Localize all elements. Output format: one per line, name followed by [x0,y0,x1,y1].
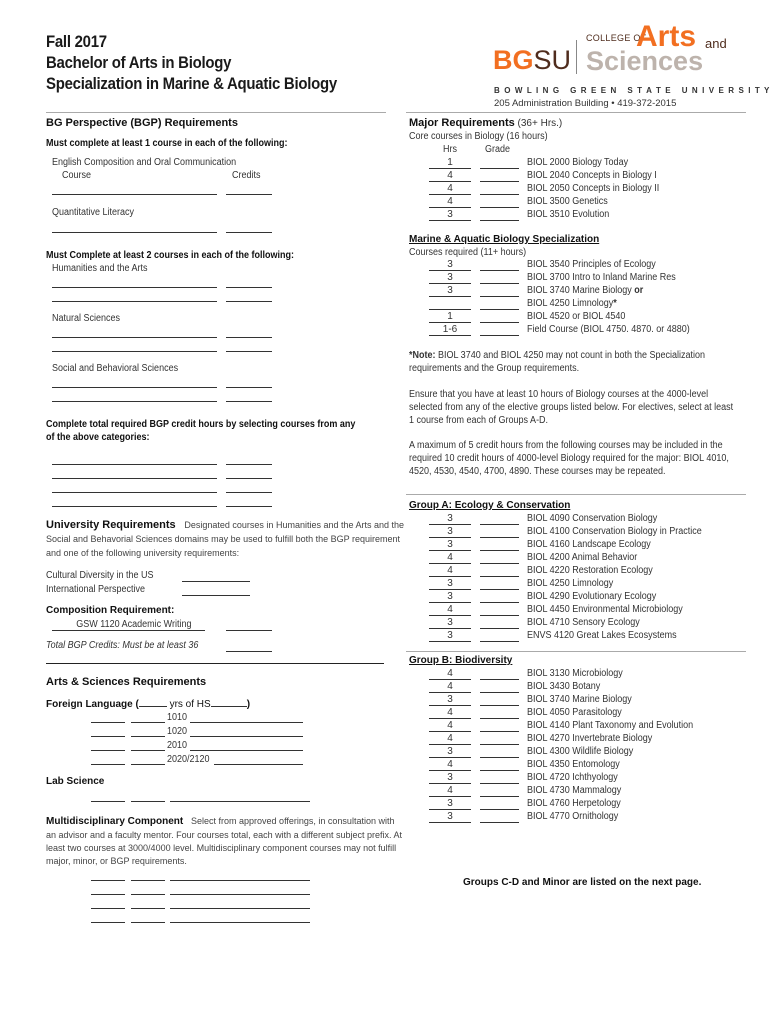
multi-field[interactable] [131,908,165,909]
ensure-line-3: 1 course from each of Groups A-D. [409,415,549,426]
group-b-course-grade-field[interactable] [480,720,519,732]
group-b-course-grade-field[interactable] [480,759,519,771]
core-course-grade-field[interactable] [480,196,519,208]
specialization-title: Specialization in Marine & Aquatic Biology [46,74,337,93]
group-a-course-hrs: 3 [429,617,471,629]
group-a-course-hrs: 4 [429,565,471,577]
major-title: Major Requirements [409,117,515,129]
group-a-course-name [527,630,677,641]
social-credits-2[interactable] [226,401,272,402]
max-line-2: required 10 credit hours of 4000-level Biology required for the major: BIOL 4010, [409,453,729,464]
group-b-course-name [527,681,600,692]
international-field[interactable] [182,595,250,596]
spec-course-title: BIOL 4250 Limnology [527,298,614,309]
univ-title: University Requirements [46,519,176,531]
natural-course-1[interactable] [52,337,217,338]
spec-course-hrs: 3 [429,272,471,284]
social-course-1[interactable] [52,387,217,388]
total-bgp-field[interactable] [226,651,272,652]
hrs-label: Hrs [443,144,458,155]
core-course-name [527,196,608,207]
group-b-course-name [527,720,693,731]
core-course-name [527,183,659,194]
spec-course-grade-field[interactable] [480,324,519,336]
group-b-course-title: BIOL 4770 Ornithology [527,811,619,822]
foreign-level-label: 1020 [167,726,188,737]
group-a-course-name [527,526,702,537]
major-heading [409,117,562,129]
group-b-course-name [527,694,632,705]
foreign-label-b: yrs of HS [169,699,211,710]
multi-field[interactable] [131,922,165,923]
extra-credits-2[interactable] [226,478,272,479]
foreign-yrs-field[interactable] [139,698,167,707]
spec-course-name [527,285,643,296]
foreign-level-field[interactable] [131,722,165,723]
core-course-grade-field[interactable] [480,157,519,169]
core-course-hrs: 1 [429,157,471,169]
logo-sciences: Sciences [586,46,704,76]
core-course-name [527,209,609,220]
right-divider-mid [406,494,746,495]
max-line-1: A maximum of 5 credit hours from the following courses may be included in the [409,440,723,451]
foreign-level-label: 1010 [167,712,188,723]
quant-label: Quantitative Literacy [52,207,135,218]
group-b-course-grade-field[interactable] [480,668,519,680]
core-course-hrs: 4 [429,196,471,208]
group-b-course-name [527,785,621,796]
group-b-course-hrs: 4 [429,733,471,745]
group-b-course-hrs: 4 [429,759,471,771]
group-b-course-title: BIOL 3430 Botany [527,681,601,692]
core-course-grade-field[interactable] [480,183,519,195]
english-label: English Composition and Oral Communication [52,157,237,168]
group-a-course-title: BIOL 4220 Restoration Ecology [527,565,653,576]
group-a-course-grade-field[interactable] [480,565,519,577]
multi-field[interactable] [91,908,125,909]
group-b-course-name [527,772,618,783]
group-b-course-hrs: 4 [429,720,471,732]
group-a-course-name [527,604,683,615]
group-b-course-name [527,668,623,679]
group-b-course-hrs: 4 [429,668,471,680]
natural-label: Natural Sciences [52,313,121,324]
multi-field[interactable] [170,880,310,881]
logo-divider [576,40,577,74]
group-a-course-title: BIOL 4450 Environmental Microbiology [527,604,683,615]
group-a-course-grade-field[interactable] [480,604,519,616]
group-a-course-grade-field[interactable] [480,630,519,642]
quant-credits-field[interactable] [226,232,272,233]
foreign-level-field[interactable] [91,722,125,723]
group-b-course-grade-field[interactable] [480,811,519,823]
term-title: Fall 2017 [46,32,107,51]
spec-course-title: BIOL 3700 Intro to Inland Marine Res [527,272,676,283]
foreign-level-field[interactable] [131,736,165,737]
humanities-course-2[interactable] [52,301,217,302]
spec-course-suffix: * [613,298,617,309]
note-text-1: BIOL 3740 and BIOL 4250 may not count in both the Specialization [438,350,706,361]
logo-university: B O W L I N G G R E E N S T A T E U N I V E R S I T Y [494,86,770,95]
group-a-course-hrs: 3 [429,513,471,525]
spec-course-hrs: 1-6 [429,324,471,336]
group-b-course-name [527,811,618,822]
note-label: *Note: [409,350,436,361]
spec-course-name [527,324,690,335]
group-a-course-name [527,578,613,589]
spec-course-grade-field[interactable] [480,272,519,284]
logo-bg: BG [493,45,534,75]
ensure-line-1: Ensure that you have at least 10 hours of Biology courses at the 4000-level [409,389,709,400]
group-b-course-grade-field[interactable] [480,681,519,693]
multi-field[interactable] [170,908,310,909]
note-line-2: requirements and the Group requirements. [409,363,580,374]
group-a-title: Group A: Ecology & Conservation [409,500,571,511]
natural-credits-1[interactable] [226,337,272,338]
as-title: Arts & Sciences Requirements [46,676,207,688]
group-b-course-hrs: 3 [429,811,471,823]
spec-course-grade-field[interactable] [480,311,519,323]
group-b-course-hrs: 4 [429,707,471,719]
group-a-course-hrs: 4 [429,552,471,564]
spec-course-grade-field[interactable] [480,259,519,271]
group-a-course-title: BIOL 4250 Limnology [527,578,614,589]
spec-course-grade-field[interactable] [480,298,519,310]
grade-label: Grade [485,144,511,155]
bgp-title: BG Perspective (BGP) Requirements [46,117,238,129]
logo-address: 205 Administration Building • 419-372-2015 [494,98,677,109]
group-a-course-hrs: 4 [429,604,471,616]
max-line-3: 4520, 4530, 4540, 4700, 4890. These courses may be repeated. [409,466,666,477]
bgp-must1: Must complete at least 1 course in each of the following: [46,138,288,149]
social-credits-1[interactable] [226,387,272,388]
group-a-course-name [527,591,656,602]
next-page-note: Groups C-D and Minor are listed on the next page. [463,877,702,888]
group-b-course-title: BIOL 4760 Herpetology [527,798,621,809]
spec-req: Courses required (11+ hours) [409,247,527,258]
group-b-course-title: BIOL 4140 Plant Taxonomy and Evolution [527,720,694,731]
group-b-course-grade-field[interactable] [480,746,519,758]
group-a-course-name [527,617,640,628]
spec-course-title: BIOL 3540 Principles of Ecology [527,259,656,270]
ensure-line-2: selected from any of the elective groups listed below. For electives, select at least [409,402,734,413]
note-line-1 [409,350,705,361]
foreign-level-course-field[interactable] [190,736,303,737]
spec-course-grade-field[interactable] [480,285,519,297]
multi-field[interactable] [91,894,125,895]
group-b-course-name [527,798,621,809]
foreign-level-label: 2010 [167,740,188,751]
spec-course-hrs: 3 [429,259,471,271]
group-a-course-title: BIOL 4160 Landscape Ecology [527,539,651,550]
core-course-title: BIOL 3510 Evolution [527,209,610,220]
group-b-course-grade-field[interactable] [480,772,519,784]
multi-field[interactable] [131,894,165,895]
social-label: Social and Behavioral Sciences [52,363,179,374]
core-course-hrs: 3 [429,209,471,221]
humanities-course-1[interactable] [52,287,217,288]
english-credits-field[interactable] [226,194,272,195]
group-b-course-grade-field[interactable] [480,707,519,719]
lab-science-label: Lab Science [46,776,105,787]
spec-course-title: Field Course (BIOL 4750. 4870. or 4880) [527,324,690,335]
left-divider-top [46,112,386,113]
group-a-course-grade-field[interactable] [480,591,519,603]
group-b-course-title: BIOL 4300 Wildlife Biology [527,746,634,757]
social-course-2[interactable] [52,401,217,402]
humanities-label: Humanities and the Arts [52,263,148,274]
group-a-course-name [527,539,651,550]
group-b-course-name [527,733,652,744]
group-b-course-title: BIOL 4270 Invertebrate Biology [527,733,653,744]
extra-credits-3[interactable] [226,492,272,493]
core-course-title: BIOL 3500 Genetics [527,196,608,207]
lab-field-2[interactable] [131,801,165,802]
credits-label: Credits [232,170,261,181]
group-a-course-grade-field[interactable] [480,617,519,629]
spec-course-hrs [429,298,471,310]
group-a-course-title: BIOL 4100 Conservation Biology in Practice [527,526,702,537]
core-course-grade-field[interactable] [480,209,519,221]
multi-field[interactable] [170,894,310,895]
spec-course-name [527,298,617,309]
group-a-course-hrs: 3 [429,578,471,590]
spec-course-name [527,259,656,270]
group-a-course-hrs: 3 [429,591,471,603]
group-b-course-title: BIOL 3740 Marine Biology [527,694,632,705]
foreign-language-row [46,698,250,710]
group-b-course-hrs: 3 [429,798,471,810]
major-hrs-note: (36+ Hrs.) [517,118,563,129]
group-b-course-hrs: 3 [429,772,471,784]
group-b-title: Group B: Biodiversity [409,655,513,666]
group-b-course-title: BIOL 4350 Entomology [527,759,620,770]
bgp-must2: Must Complete at least 2 courses in each of the following: [46,250,295,261]
spec-course-title: BIOL 4520 or BIOL 4540 [527,311,626,322]
group-b-course-title: BIOL 3130 Microbiology [527,668,623,679]
univ-desc-3: and one of the following university requirements: [46,548,240,558]
lab-field-3[interactable] [170,801,310,802]
multi-field[interactable] [91,922,125,923]
extra-course-1[interactable] [52,464,217,465]
group-b-course-hrs: 3 [429,694,471,706]
complete-line-2: of the above categories: [46,432,150,443]
core-course-name [527,170,657,181]
foreign-label-a: Foreign Language ( [46,699,139,710]
group-b-course-grade-field[interactable] [480,694,519,706]
humanities-credits-2[interactable] [226,301,272,302]
core-course-grade-field[interactable] [480,170,519,182]
group-a-course-grade-field[interactable] [480,552,519,564]
group-b-course-grade-field[interactable] [480,785,519,797]
spec-course-hrs: 1 [429,311,471,323]
group-a-course-title: BIOL 4710 Sensory Ecology [527,617,640,628]
foreign-level-field[interactable] [91,750,125,751]
course-label: Course [62,170,92,181]
multi-heading [46,816,394,827]
group-b-course-title: BIOL 4720 Ichthyology [527,772,618,783]
group-a-course-title: BIOL 4090 Conservation Biology [527,513,658,524]
group-a-course-hrs: 3 [429,526,471,538]
group-b-course-hrs: 3 [429,746,471,758]
multi-field[interactable] [91,880,125,881]
logo-college-of: COLLEGE OF [586,33,647,43]
logo-and: and [705,36,727,51]
group-b-course-name [527,759,620,770]
logo-su: SU [533,45,572,75]
foreign-level-field[interactable] [131,750,165,751]
group-a-course-title: BIOL 4290 Evolutionary Ecology [527,591,657,602]
group-b-course-hrs: 4 [429,785,471,797]
cultural-field[interactable] [182,581,250,582]
group-b-course-name [527,746,633,757]
comp-title: Composition Requirement: [46,605,175,616]
group-b-course-grade-field[interactable] [480,733,519,745]
cultural-label: Cultural Diversity in the US [46,570,154,581]
core-course-title: BIOL 2040 Concepts in Biology I [527,170,657,181]
logo-arts: Arts [636,20,697,53]
group-a-course-name [527,552,637,563]
univ-heading [46,519,404,531]
english-course-field[interactable] [52,194,217,195]
univ-desc-2: Social and Behavorial Sciences domains may be used to fulfill both the BGP requirement [46,534,401,544]
foreign-level-label: 2020/2120 [167,754,210,765]
group-a-course-name [527,565,653,576]
spec-title: Marine & Aquatic Biology Specialization [409,234,600,245]
foreign-level-field[interactable] [131,764,165,765]
right-divider-low [406,651,746,652]
group-a-course-grade-field[interactable] [480,578,519,590]
total-bgp: Total BGP Credits: Must be at least 36 [46,640,199,651]
group-b-course-name [527,707,622,718]
core-course-hrs: 4 [429,183,471,195]
spec-course-name [527,311,625,322]
spec-course-name [527,272,676,283]
foreign-label-c: ) [246,699,251,710]
group-a-course-name [527,513,657,524]
multi-field[interactable] [131,880,165,881]
multi-field[interactable] [170,922,310,923]
gsw-credits-field[interactable] [226,630,272,631]
extra-credits-1[interactable] [226,464,272,465]
group-b-course-grade-field[interactable] [480,798,519,810]
group-a-course-grade-field[interactable] [480,539,519,551]
foreign-level-course-field[interactable] [190,722,303,723]
core-course-name [527,157,628,168]
foreign-level-course-field[interactable] [190,750,303,751]
right-divider-top [406,112,746,113]
group-b-course-title: BIOL 4730 Mammalogy [527,785,622,796]
univ-desc-1: Designated courses in Humanities and the Arts and the [184,520,405,530]
international-label: International Perspective [46,584,146,595]
group-a-course-title: ENVS 4120 Great Lakes Ecosystems [527,630,677,641]
foreign-hs-field[interactable] [211,698,247,707]
extra-course-3[interactable] [52,492,217,493]
multi-desc-1: Select from approved offerings, in consultation with [191,816,395,826]
lab-field-1[interactable] [91,801,125,802]
left-divider-mid [46,663,384,664]
humanities-credits-1[interactable] [226,287,272,288]
foreign-level-course-field[interactable] [214,764,303,765]
gsw-course: GSW 1120 Academic Writing [52,619,205,631]
spec-course-title: BIOL 3740 Marine Biology [527,285,632,296]
core-label: Core courses in Biology (16 hours) [409,131,548,142]
natural-course-2[interactable] [52,351,217,352]
multi-desc-3: least two courses at 3000/4000 level. Multidisciplinary component courses may not fulfill [46,843,397,853]
spec-course-suffix: or [634,285,644,296]
quant-course-field[interactable] [52,232,217,233]
group-b-course-hrs: 4 [429,681,471,693]
group-a-course-grade-field[interactable] [480,526,519,538]
group-a-course-hrs: 3 [429,539,471,551]
group-b-course-title: BIOL 4050 Parasitology [527,707,622,718]
multi-desc-4: major, minor, or BGP requirements. [46,856,187,866]
extra-credits-4[interactable] [226,506,272,507]
core-course-title: BIOL 2050 Concepts in Biology II [527,183,660,194]
spec-course-hrs: 3 [429,285,471,297]
extra-course-2[interactable] [52,478,217,479]
group-a-course-hrs: 3 [429,630,471,642]
foreign-level-field[interactable] [91,764,125,765]
natural-credits-2[interactable] [226,351,272,352]
group-a-course-grade-field[interactable] [480,513,519,525]
extra-course-4[interactable] [52,506,217,507]
degree-title: Bachelor of Arts in Biology [46,53,232,72]
group-a-course-title: BIOL 4200 Animal Behavior [527,552,638,563]
multi-desc-2: an advisor and a faculty mentor. Four courses total, each with a different subject prefix. At [46,830,403,840]
foreign-level-field[interactable] [91,736,125,737]
core-course-title: BIOL 2000 Biology Today [527,157,629,168]
complete-line-1: Complete total required BGP credit hours by selecting courses from any [46,419,356,430]
core-course-hrs: 4 [429,170,471,182]
multi-title: Multidisciplinary Component [46,816,184,827]
